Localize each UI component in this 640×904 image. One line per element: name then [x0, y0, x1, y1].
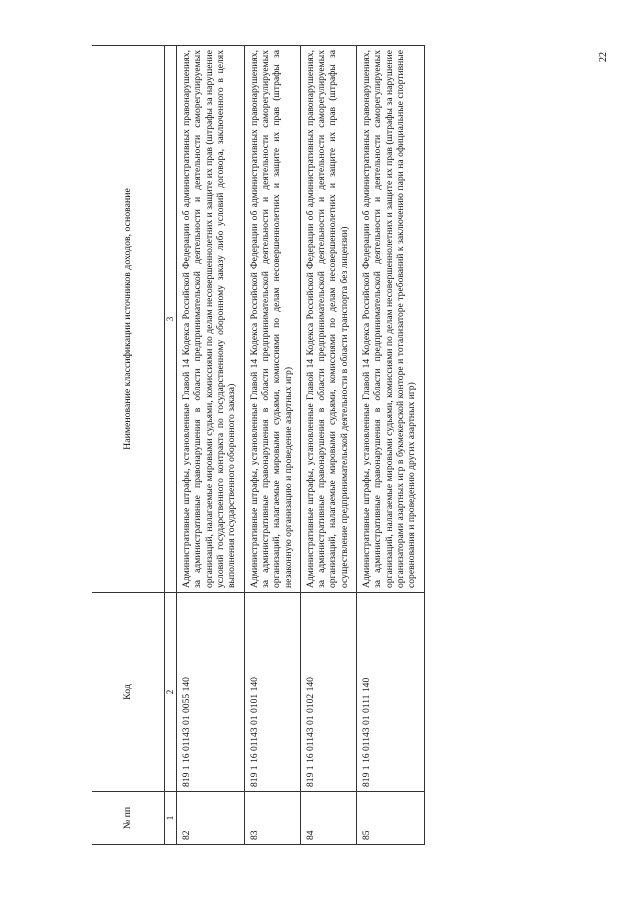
- row-number: 85: [357, 792, 425, 845]
- header-code: Код: [92, 593, 165, 792]
- row-code: 819 1 16 01143 01 0101 140: [244, 593, 300, 792]
- table-row: [300, 46, 356, 845]
- column-number-1: 1: [165, 792, 177, 845]
- table-row: [244, 46, 300, 845]
- row-description: Административные штрафы, установленные Главой 14 Кодекса Российской Федерации об административных правонарушениях, за административные правонарушения в области предпринимательской деятельности и деятельности саморегулируемых организаций, налагаемые мировыми судьями, комиссиями по делам несовершеннолетних и защите их прав (штрафы за нарушение условий государственного контракта по государственному оборонному заказу либо условий договора, заключенного в целях выполнения государственного оборонного заказа): [177, 46, 245, 593]
- column-number-2: 2: [165, 593, 177, 792]
- column-number-3: 3: [165, 46, 177, 593]
- row-code: 819 1 16 01143 01 0102 140: [300, 593, 356, 792]
- header-number: № пп: [92, 792, 165, 845]
- column-number-row: [165, 46, 177, 845]
- table-header-row: [92, 46, 165, 845]
- row-number: 82: [177, 792, 245, 845]
- table-row: [177, 46, 245, 845]
- row-description: Административные штрафы, установленные Главой 14 Кодекса Российской Федерации об административных правонарушениях, за административные правонарушения в области предпринимательской деятельности и деятельности саморегулируемых организаций, налагаемые мировыми судьями, комиссиями по делам несовершеннолетних и защите их прав (штрафы за осуществление предпринимательской деятельности в области транспорта без лицензии): [300, 46, 356, 593]
- row-description: Административные штрафы, установленные Главой 14 Кодекса Российской Федерации об административных правонарушениях, за административные правонарушения в области предпринимательской деятельности и деятельности саморегулируемых организаций, налагаемые мировыми судьями, комиссиями по делам несовершеннолетних и защите их прав (штрафы за незаконную организацию и проведение азартных игр): [244, 46, 300, 593]
- page-number: 22: [598, 52, 609, 62]
- table-row: [357, 46, 425, 845]
- income-classification-table: [92, 45, 425, 845]
- row-description: Административные штрафы, установленные Главой 14 Кодекса Российской Федерации об административных правонарушениях, за административные правонарушения в области предпринимательской деятельности и деятельности саморегулируемых организаций, налагаемые мировыми судьями, комиссиями по делам несовершеннолетних и защите их прав (штрафы за нарушение организаторами азартных игр в букмекерской конторе и тотализаторе требований к заключению пари на официальные спортивные соревнования и проведению других азартных игр): [357, 46, 425, 593]
- row-number: 84: [300, 792, 356, 845]
- row-code: 819 1 16 01143 01 0055 140: [177, 593, 245, 792]
- rotated-table-container: [92, 45, 562, 845]
- row-number: 83: [244, 792, 300, 845]
- row-code: 819 1 16 01143 01 0111 140: [357, 593, 425, 792]
- header-description: Наименование классификации источников доходов, основание: [92, 46, 165, 593]
